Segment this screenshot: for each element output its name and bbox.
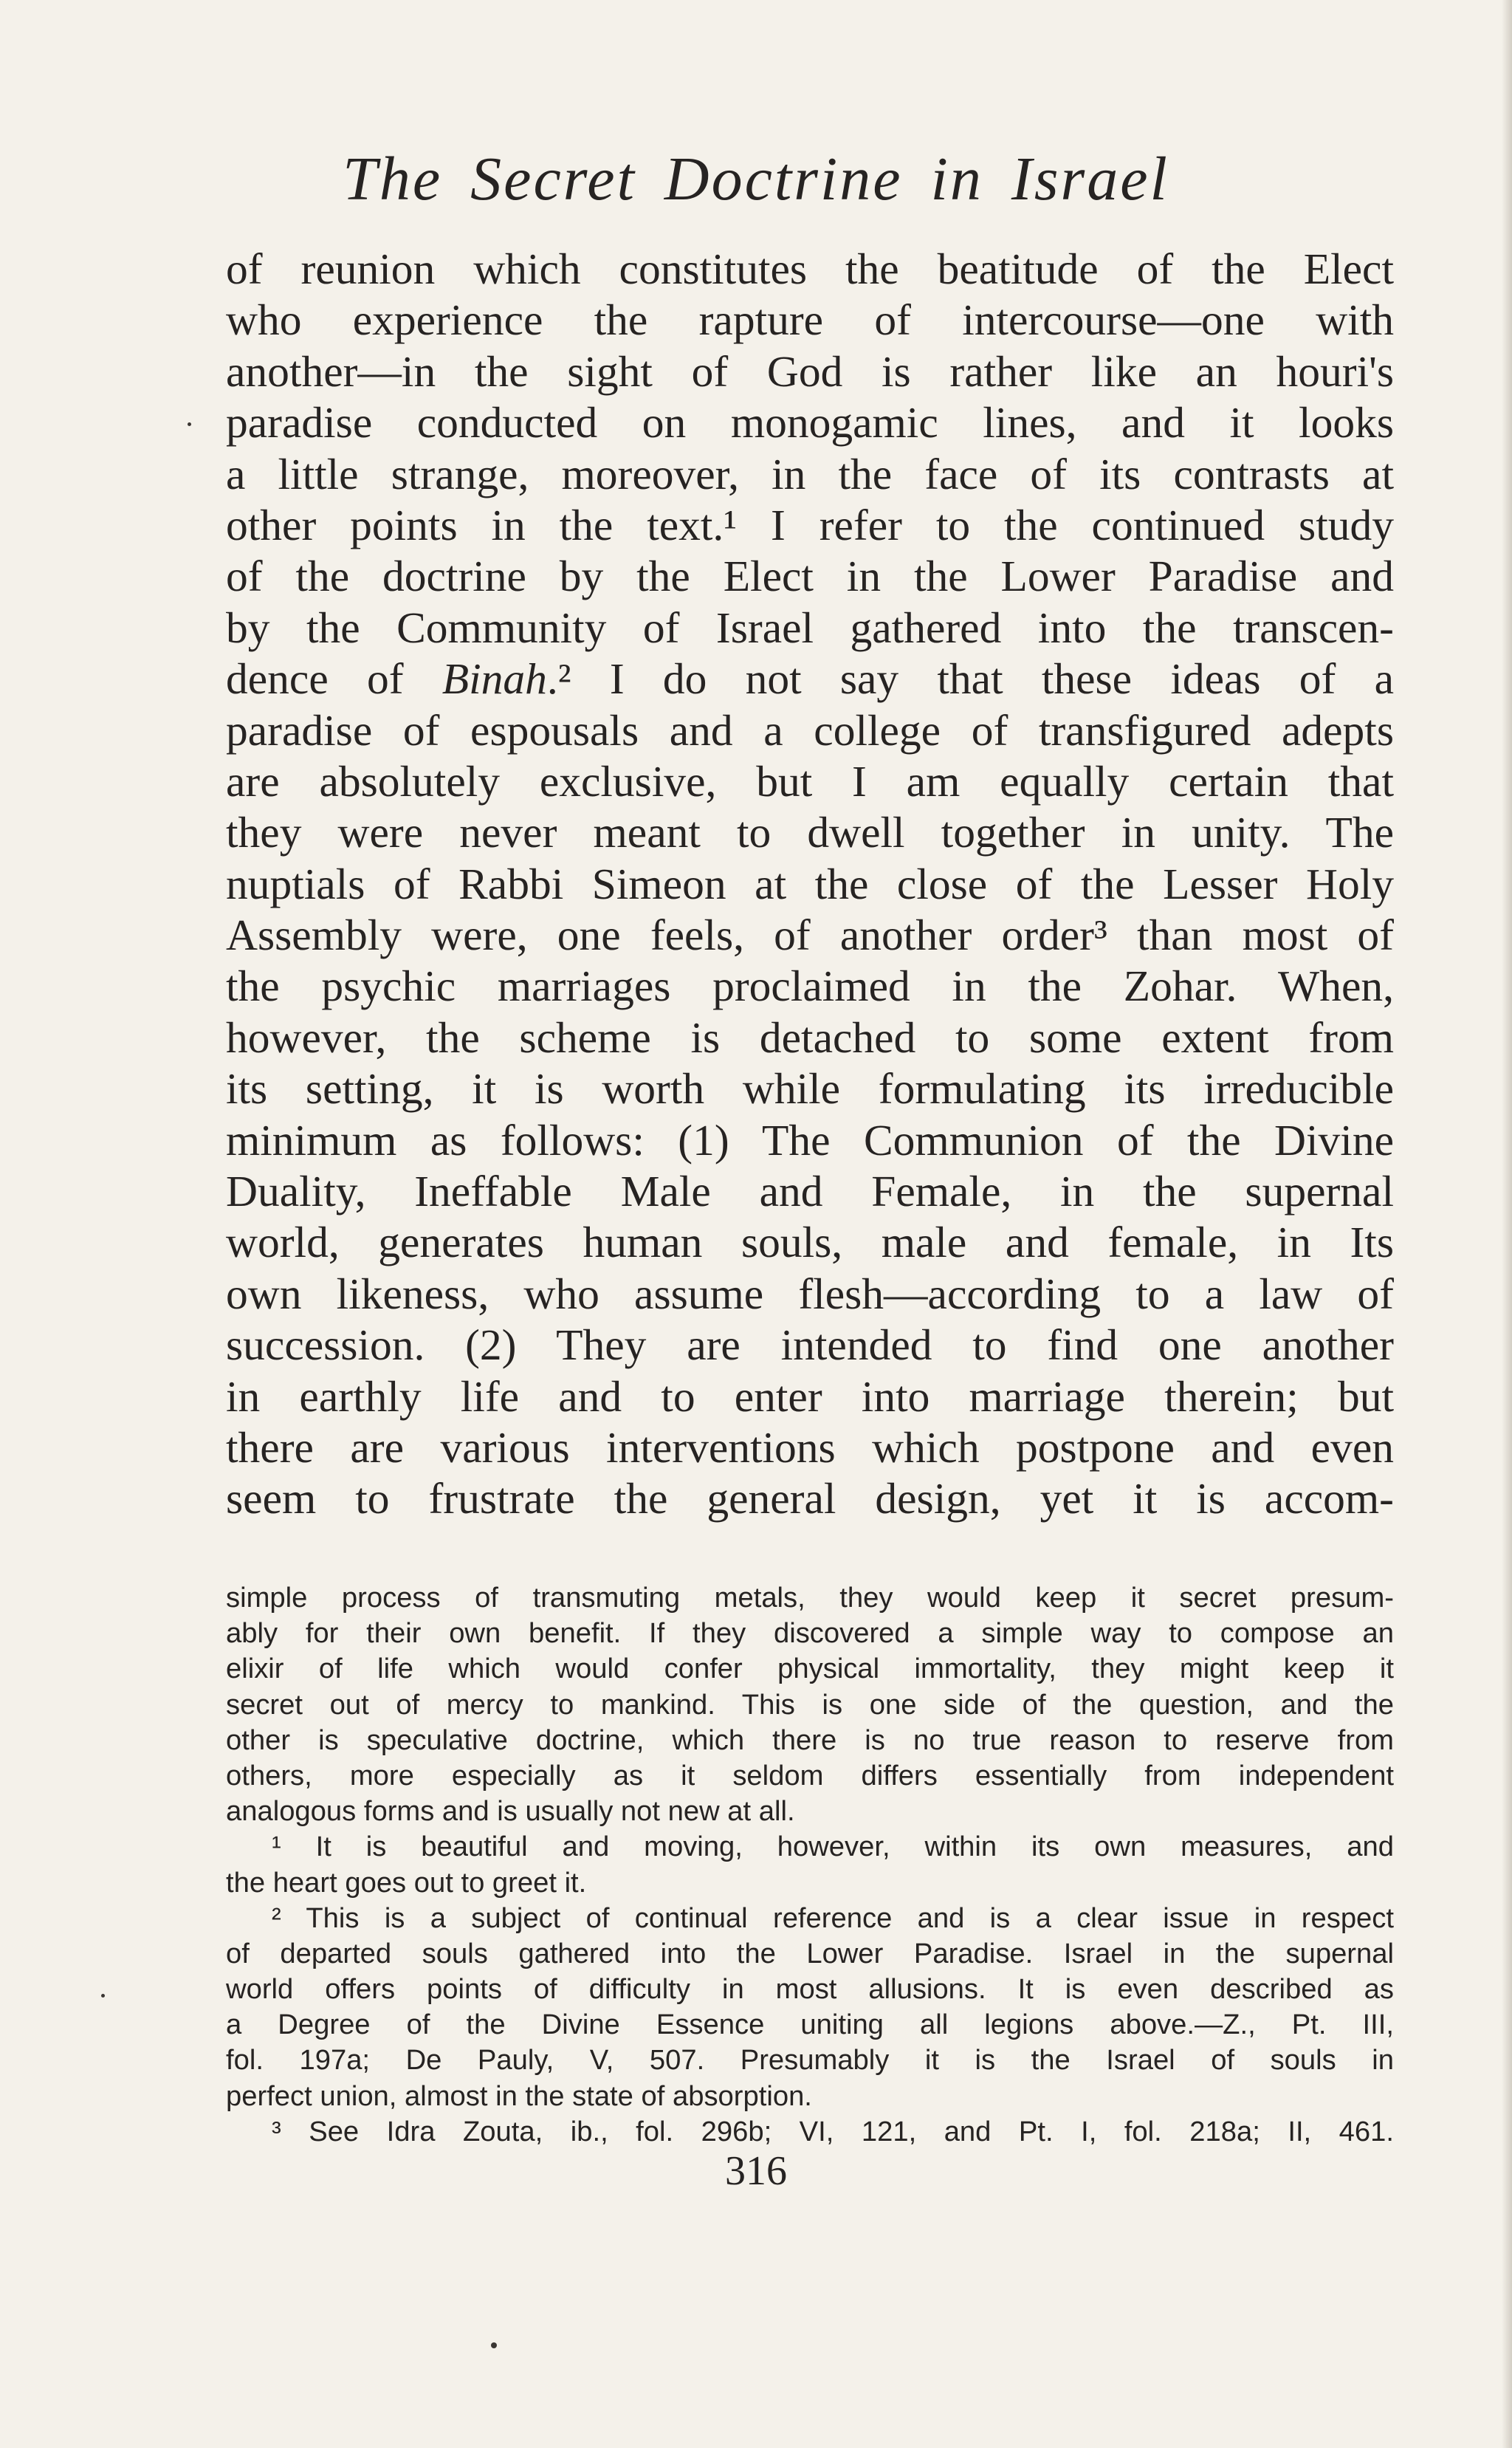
body-line: they were never meant to dwell together in unity. The <box>226 808 1394 857</box>
footnote-line: perfect union, almost in the state of absorption. <box>226 2080 812 2112</box>
page-number: 316 <box>725 2148 787 2194</box>
footnote-line: world offers points of difficulty in most allusions. It is even described as <box>226 1973 1394 2006</box>
body-line: of reunion which constitutes the beatitude of the Elect <box>226 244 1394 293</box>
page-edge-shadow <box>1502 0 1512 2448</box>
body-line: however, the scheme is detached to some extent from <box>226 1012 1394 1062</box>
footnote-3: ³ See Idra Zouta, ib., fol. 296b; VI, 121, and Pt. I, fol. 218a; II, 461. <box>272 2115 1394 2147</box>
body-line: succession. (2) They are intended to find one another <box>226 1320 1394 1370</box>
running-title: The Secret Doctrine in Israel <box>343 145 1169 213</box>
body-line: its setting, it is worth while formulating its irreducible <box>226 1064 1394 1114</box>
footnote-line: simple process of transmuting metals, they would keep it secret presum- <box>226 1582 1394 1614</box>
footnotes <box>226 1580 1394 2150</box>
italic-term: Binah <box>441 654 547 704</box>
footnote-line: other is speculative doctrine, which there is no true reason to reserve from <box>226 1724 1394 1756</box>
body-line: Assembly were, one feels, of another order³ than most of <box>226 911 1394 960</box>
body-line: dence of Binah.² I do not say that these ideas of a <box>226 654 1394 704</box>
body-line: who experience the rapture of intercourse—one with <box>226 295 1394 345</box>
body-line: the psychic marriages proclaimed in the Zohar. When, <box>226 961 1394 1011</box>
footnote-1: ¹ It is beautiful and moving, however, within its own measures, and <box>272 1831 1394 1863</box>
footnote-2: ² This is a subject of continual reference and is a clear issue in respect <box>272 1902 1394 1934</box>
body-line: there are various interventions which postpone and even <box>226 1422 1394 1472</box>
body-line: nuptials of Rabbi Simeon at the close of the Lesser Holy <box>226 859 1394 908</box>
body-line: are absolutely exclusive, but I am equally certain that <box>226 756 1394 806</box>
body-line: minimum as follows: (1) The Communion of the Divine <box>226 1115 1394 1165</box>
footnote-line: the heart goes out to greet it. <box>226 1866 587 1899</box>
body-line: world, generates human souls, male and female, in Its <box>226 1218 1394 1267</box>
body-line: own likeness, who assume flesh—according to a law of <box>226 1269 1394 1318</box>
footnote-line: elixir of life which would confer physical immortality, they might keep it <box>226 1653 1394 1685</box>
body-line: a little strange, moreover, in the face of its contrasts at <box>226 449 1394 498</box>
body-line: in earthly life and to enter into marriage therein; but <box>226 1371 1394 1421</box>
footnote-line: ably for their own benefit. If they discovered a simple way to compose an <box>226 1617 1394 1650</box>
speck-mark <box>491 2342 497 2348</box>
footnote-line: others, more especially as it seldom differs essentially from independent <box>226 1759 1394 1792</box>
speck-mark <box>188 422 191 426</box>
footnote-line: fol. 197a; De Pauly, V, 507. Presumably it is the Israel of souls in <box>226 2044 1394 2077</box>
body-line: another—in the sight of God is rather like an houri's <box>226 346 1394 396</box>
footnote-line: a Degree of the Divine Essence uniting all legions above.—Z., Pt. III, <box>226 2009 1394 2041</box>
footnote-line: of departed souls gathered into the Lower Paradise. Israel in the supernal <box>226 1937 1394 1969</box>
body-line: Duality, Ineffable Male and Female, in the supernal <box>226 1167 1394 1216</box>
footnote-line: secret out of mercy to mankind. This is one side of the question, and the <box>226 1688 1394 1721</box>
body-line: paradise conducted on monogamic lines, and it looks <box>226 398 1394 448</box>
body-line: other points in the text.¹ I refer to the continued study <box>226 500 1394 549</box>
body-line: paradise of espousals and a college of transfigured adepts <box>226 705 1394 755</box>
speck-mark <box>101 1994 105 1998</box>
body-line: seem to frustrate the general design, yet it is accom- <box>226 1474 1394 1523</box>
main-body-text <box>226 244 1394 1525</box>
body-line: by the Community of Israel gathered into the transcen- <box>226 603 1394 652</box>
body-line: of the doctrine by the Elect in the Lower Paradise and <box>226 552 1394 601</box>
footnote-line: analogous forms and is usually not new at all. <box>226 1795 795 1828</box>
